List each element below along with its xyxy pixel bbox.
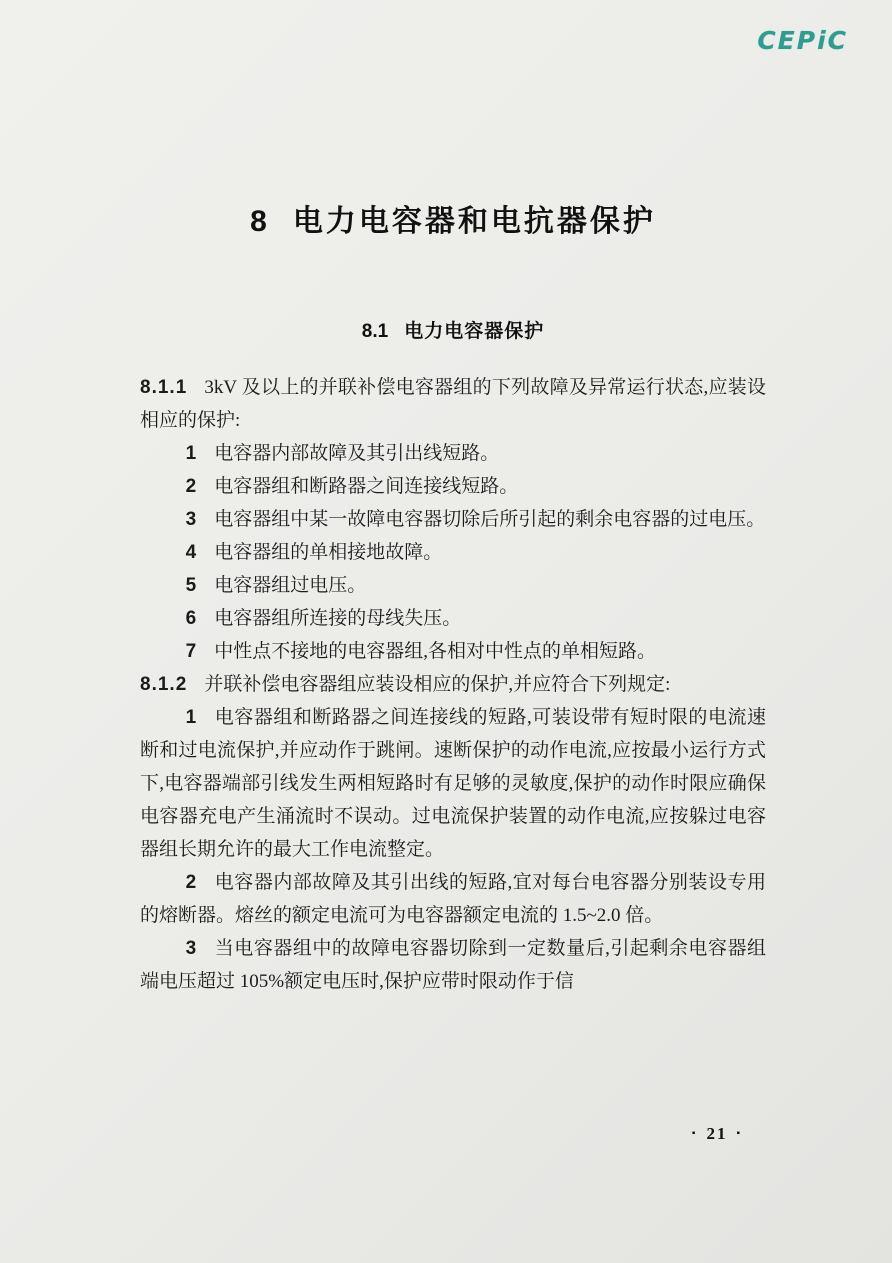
list-item	[140, 503, 766, 536]
body-text	[140, 371, 766, 998]
item-text: 当电容器组中的故障电容器切除到一定数量后,引起剩余电容器组端电压超过 105%额定电压时,保护应带时限动作于信	[140, 938, 766, 992]
list-item	[140, 602, 766, 635]
item-number: 1	[185, 707, 198, 728]
clause-number: 8.1.1	[140, 377, 188, 398]
list-item	[140, 701, 766, 866]
clause-text: 并联补偿电容器组应装设相应的保护,并应符合下列规定:	[204, 674, 671, 695]
list-item	[140, 470, 766, 503]
item-number: 2	[185, 476, 198, 497]
section-number: 8.1	[361, 321, 389, 342]
clause-number: 8.1.2	[140, 674, 188, 695]
item-text: 电容器内部故障及其引出线的短路,宜对每台电容器分别装设专用的熔断器。熔丝的额定电流可为电容器额定电流的 1.5~2.0 倍。	[140, 872, 766, 926]
item-number: 6	[185, 608, 198, 629]
item-text: 电容器内部故障及其引出线短路。	[214, 443, 500, 464]
list-item	[140, 536, 766, 569]
list-item	[140, 866, 766, 932]
footer-right-square-icon: ▪	[736, 1128, 742, 1139]
chapter-title: 电力电容器和电抗器保护	[292, 205, 656, 238]
item-number: 7	[185, 641, 198, 662]
list-item	[140, 932, 766, 998]
page-footer	[692, 1124, 742, 1144]
item-number: 1	[185, 443, 198, 464]
item-number: 4	[185, 542, 198, 563]
cepic-logo: CEPiC	[757, 26, 848, 55]
section-heading	[140, 316, 766, 343]
item-text: 中性点不接地的电容器组,各相对中性点的单相短路。	[214, 641, 657, 662]
section-title: 电力电容器保护	[404, 321, 545, 342]
item-number: 3	[185, 509, 198, 530]
footer-left-square-icon: ▪	[691, 1128, 698, 1139]
chapter-heading	[140, 196, 766, 240]
item-text: 电容器组中某一故障电容器切除后所引起的剩余电容器的过电压。	[214, 509, 766, 530]
list-item	[140, 437, 766, 470]
page-number: 21	[706, 1124, 728, 1143]
item-text: 电容器组过电压。	[214, 575, 367, 596]
item-text: 电容器组的单相接地故障。	[214, 542, 443, 563]
clause-text: 3kV 及以上的并联补偿电容器组的下列故障及异常运行状态,应装设相应的保护:	[140, 377, 766, 431]
item-text: 电容器组所连接的母线失压。	[214, 608, 462, 629]
clause-paragraph	[140, 371, 766, 437]
item-text: 电容器组和断路器之间连接线短路。	[214, 476, 519, 497]
clause-paragraph	[140, 668, 766, 701]
item-number: 3	[185, 938, 198, 959]
item-number: 5	[185, 575, 198, 596]
chapter-number: 8	[250, 205, 267, 238]
list-item	[140, 635, 766, 668]
page-content	[140, 0, 766, 998]
list-item	[140, 569, 766, 602]
item-number: 2	[185, 872, 198, 893]
item-text: 电容器组和断路器之间连接线的短路,可装设带有短时限的电流速断和过电流保护,并应动作于跳闸。速断保护的动作电流,应按最小运行方式下,电容器端部引线发生两相短路时有足够的灵敏度,保护的动作时限应确保电容器充电产生涌流时不误动。过电流保护装置的动作电流,应按躲过电容器组长期允许的最大工作电流整定。	[140, 707, 766, 860]
